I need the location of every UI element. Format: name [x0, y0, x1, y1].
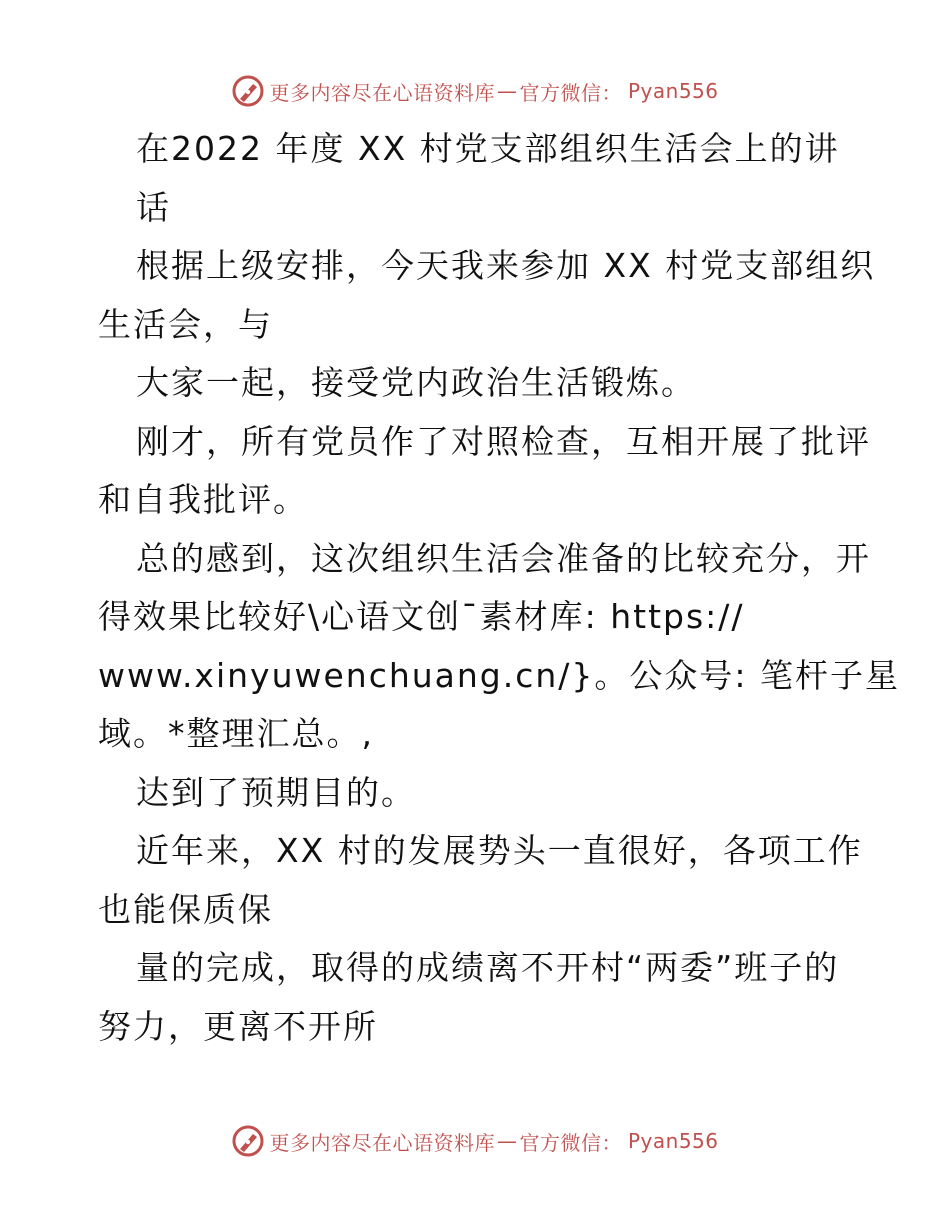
banner-text: 更多内容尽在心语资料库	[269, 1130, 495, 1155]
paragraph-line: 近年来，XX 村的发展势头一直很好，各项工作	[136, 831, 863, 870]
paragraph-line: 生活会，与	[98, 304, 273, 344]
paragraph-line: 得效果比较好\心语文创¯素材库: https://	[98, 597, 745, 636]
paragraph-line: 域。*整理汇总。,	[98, 714, 374, 753]
banner-wechat-label: 官方微信：	[519, 1130, 622, 1155]
paragraph-line: 达到了预期目的。	[136, 772, 416, 812]
header-watermark-banner	[0, 71, 950, 111]
paragraph-line: 总的感到，这次组织生活会准备的比较充分，开	[136, 538, 871, 578]
footer-watermark-banner	[0, 1121, 950, 1161]
banner-text: 更多内容尽在心语资料库	[269, 80, 495, 105]
paragraph-line: 大家一起，接受党内政治生活锻炼。	[136, 363, 696, 402]
paragraph-line: 努力，更离不开所	[98, 1006, 378, 1046]
pen-in-circle-icon	[231, 74, 265, 108]
banner-separator: —	[496, 1129, 518, 1153]
banner-wechat-label: 官方微信：	[519, 80, 622, 105]
title-line-1: 在2022 年度 XX 村党支部组织生活会上的讲	[136, 129, 840, 168]
paragraph-line: 也能保质保	[98, 889, 273, 929]
paragraph-line: 刚才，所有党员作了对照检查，互相开展了批评	[136, 421, 871, 461]
banner-separator: —	[496, 79, 518, 103]
document-body	[98, 120, 901, 1056]
banner-wechat-id: Pyan556	[627, 79, 719, 103]
paragraph-line: 根据上级安排，今天我来参加 XX 村党支部组织	[136, 246, 876, 285]
paragraph-line: 量的完成，取得的成绩离不开村“两委”班子的	[136, 948, 840, 987]
paragraph-line: 和自我批评。	[98, 480, 308, 519]
title-line-2: 话	[136, 187, 171, 227]
banner-wechat-id: Pyan556	[627, 1129, 719, 1153]
pen-in-circle-icon	[231, 1124, 265, 1158]
paragraph-line: www.xinyuwenchuang.cn/}。公众号: 笔杆子星	[98, 655, 901, 695]
